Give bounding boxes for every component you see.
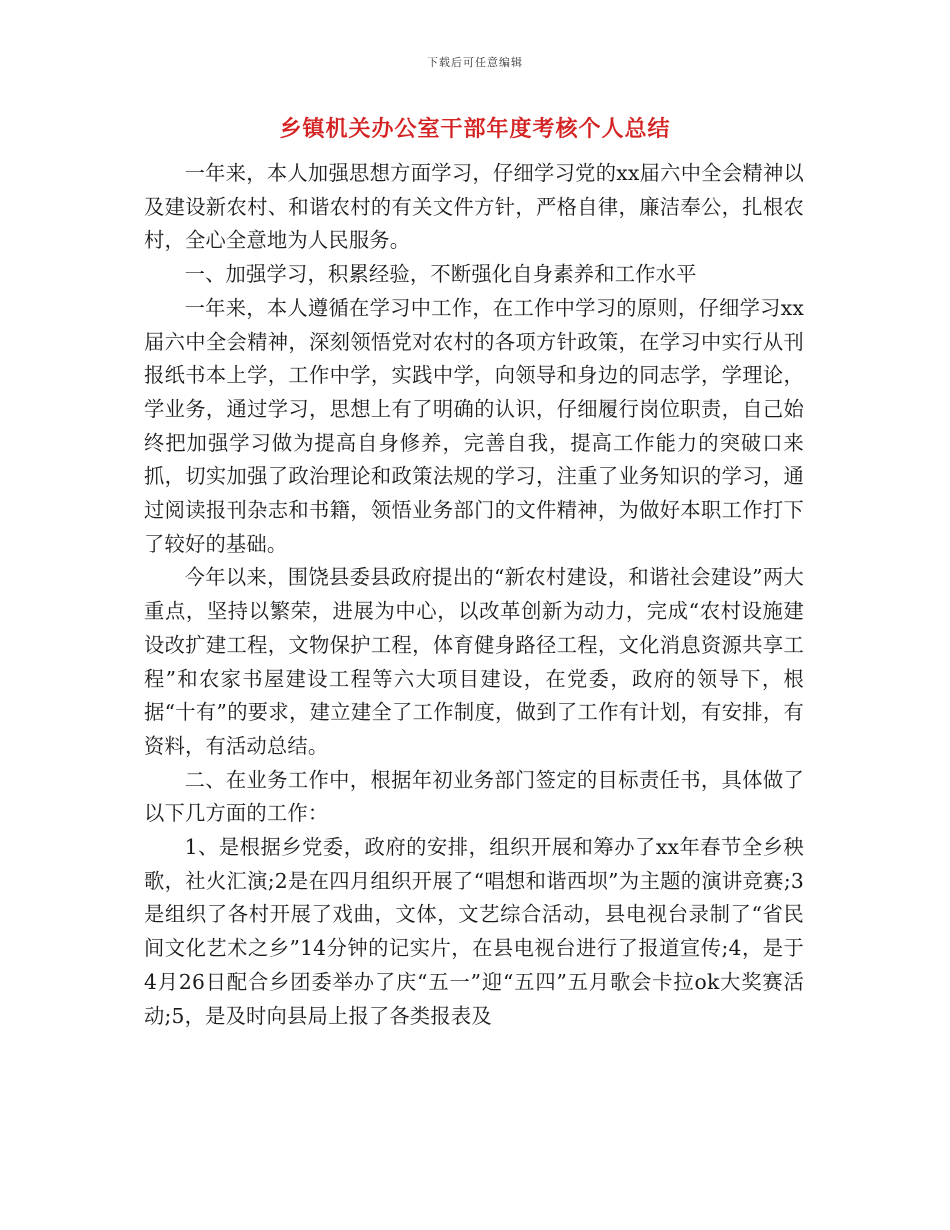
paragraph-projects: 今年以来，围饶县委县政府提出的“新农村建设，和谐社会建设”两大重点，坚持以繁荣，进展为中心，以改革创新为动力，完成“农村设施建设改扩建工程，文物保护工程，体育健身路径工程，文化消息资源共享工程”和农家书屋建设工程等六大项目建设，在党委，政府的领导下，根据“十有”的要求，建立建全了工作制度，做到了工作有计划，有安排，有资料，有活动总结。 (144, 565, 804, 758)
paragraph-activities: 1、是根据乡党委，政府的安排，组织开展和筹办了xx年春节全乡秧歌，社火汇演;2是在四月组织开展了“唱想和谐西坝”为主题的演讲竞赛;3是组织了各村开展了戏曲，文体，文艺综合活动，县电视台录制了“省民间文化艺术之乡”14分钟的记实片，在县电视台进行了报道宣传;4，是于4月26日配合乡团委举办了庆“五一”迎“五四”五月歌会卡拉ok大奖赛活动;5，是及时向县局上报了各类报表及 (144, 835, 804, 1028)
paragraph-study: 一年来，本人遵循在学习中工作，在工作中学习的原则，仔细学习xx届六中全会精神，深刻领悟党对农村的各项方针政策，在学习中实行从刊报纸书本上学，工作中学，实践中学，向领导和身边的同志学，学理论，学业务，通过学习，思想上有了明确的认识，仔细履行岗位职责，自己始终把加强学习做为提高自身修养，完善自我，提高工作能力的突破口来抓，切实加强了政治理论和政策法规的学习，注重了业务知识的学习，通过阅读报刊杂志和书籍，领悟业务部门的文件精神，为做好本职工作打下了较好的基础。 (144, 295, 804, 556)
header-note: 下载后可任意编辑 (427, 56, 523, 69)
document-body (144, 157, 804, 1033)
section-heading-2: 二、在业务工作中，根据年初业务部门签定的目标责任书，具体做了以下几方面的工作： (144, 767, 804, 826)
document-title: 乡镇机关办公室干部年度考核个人总结 (279, 117, 671, 142)
section-heading-1: 一、加强学习，积累经验，不断强化自身素养和工作水平 (184, 262, 697, 287)
paragraph-intro: 一年来，本人加强思想方面学习，仔细学习党的xx届六中全会精神以及建设新农村、和谐农村的有关文件方针，严格自律，廉洁奉公，扎根农村，全心全意地为人民服务。 (144, 161, 804, 253)
